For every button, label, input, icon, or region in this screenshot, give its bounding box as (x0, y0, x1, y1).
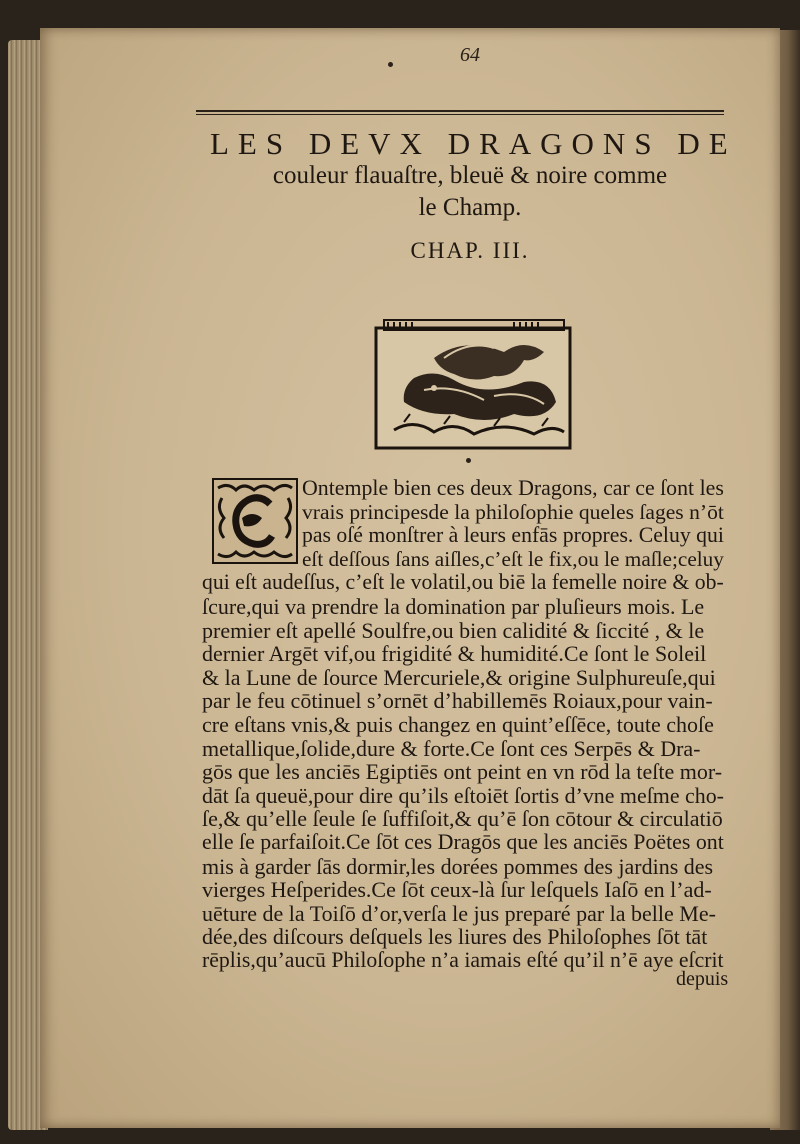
body-line: ſe,& qu’elle ſeule ſe ſuffiſoit,& qu’ē ſon cōtour & circulatiō (202, 806, 723, 832)
chapter-title-line-1: LES DEVX DRAGONS DE (210, 126, 737, 161)
body-line: ſcure,qui va prendre la domination par pluſieurs mois. Le (202, 594, 705, 619)
ornament-dot (466, 458, 471, 463)
body-line: premier eſt apellé Soulfre,ou bien calidité & ſiccité , & le (202, 617, 705, 643)
body-line: uēture de la Toiſō d’or,verſa le jus preparé par la belle Me- (202, 900, 716, 926)
header-rule (196, 110, 724, 115)
body-line: dāt ſa queuë,pour dire qu’ils eſtoiēt ſortis d’vne meſme cho- (202, 782, 724, 808)
chapter-title-line-3: le Champ. (418, 194, 522, 221)
two-dragons-woodcut-icon (374, 318, 572, 450)
body-line: elle ſe parfaiſoit.Ce ſōt ces Dragōs que les anciēs Poëtes ont (202, 830, 724, 854)
body-line: vierges Heſperides.Ce ſōt ceux-là ſur leſquels Iaſō en l’ad- (202, 877, 712, 903)
body-line: qui eſt audeſſus, c’eſt le volatil,ou biē la femelle noire & ob- (202, 570, 724, 595)
chapter-number: CHAP. III. (410, 238, 530, 263)
body-line: eſt deſſous ſans aiſles,c’eſt le fix,ou le maſle;celuy (302, 546, 724, 571)
body-line: & la Lune de ſource Mercuriele,& origine Sulphureuſe,qui (202, 664, 716, 690)
page-number: 64 (460, 44, 480, 66)
body-line: rēplis,qu’aucū Philoſophe n’a iamais eſté qu’il n’ē aye eſcrit (202, 948, 724, 972)
body-line: metallique,ſolide,dure & forte.Ce ſont ces Serpēs & Dra- (202, 735, 701, 761)
body-line: mis à garder ſās dormir,les dorées pommes des jardins des (202, 853, 714, 879)
body-line: vrais principesde la philoſophie queles ſages n’ōt (302, 499, 724, 524)
catchword: depuis (676, 968, 729, 990)
body-line: pas oſé monſtrer à leurs enfās propres. Celuy qui (302, 523, 724, 548)
ink-dot (388, 62, 393, 67)
body-line: cre eſtans vnis,& puis changez en quint’eſſēce, toute choſe (202, 712, 714, 737)
decorated-initial-C-icon (212, 478, 298, 564)
body-line: dée,des diſcours deſquels les liures des Philoſophes ſōt tāt (202, 924, 708, 950)
chapter-title-line-2: couleur flauaſtre, bleuë & noire comme (272, 162, 668, 189)
body-line: dernier Argēt vif,ou frigidité & humidité.Ce ſont le Soleil (202, 641, 707, 667)
body-line: par le feu cōtinuel s’ornēt d’habillemēs Roiaux,pour vain- (202, 688, 713, 714)
body-line: gōs que les anciēs Egiptiēs ont peint en vn rōd la teſte mor- (202, 759, 723, 785)
body-line: Ontemple bien ces deux Dragons, car ce ſont les (302, 476, 724, 500)
